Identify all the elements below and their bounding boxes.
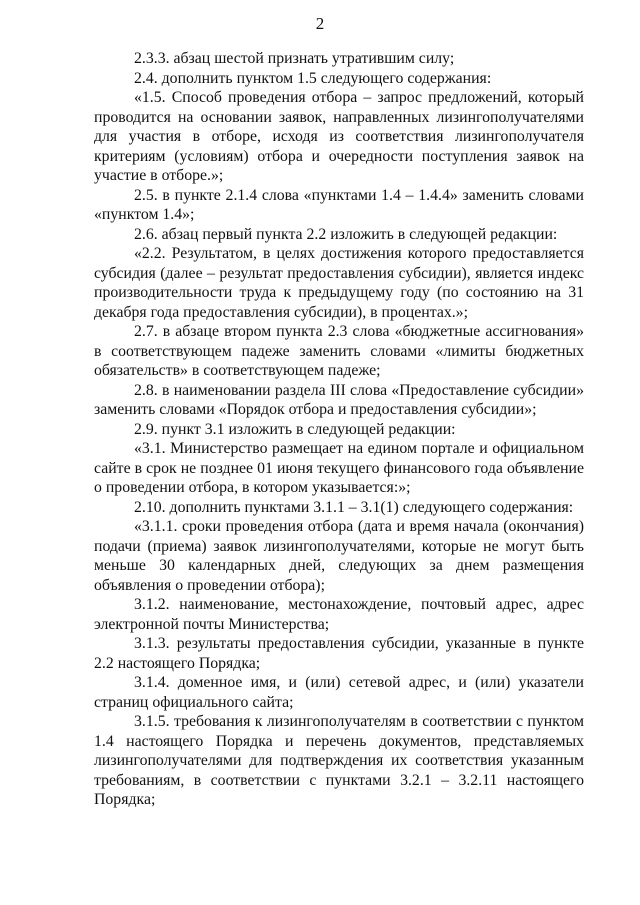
page-number: 2 [315,14,325,33]
paragraph-2-7: 2.7. в абзаце втором пункта 2.3 слова «бюджетные ассигнования» в соответствующем падеже заменить словами «лимиты бюджетных обязательств» в соответствующем падеже; [94,323,584,379]
paragraph-2-3-3: 2.3.3. абзац шестой признать утратившим силу; [134,50,455,67]
paragraph-1-5-quote: «1.5. Способ проведения отбора – запрос предложений, который проводится на основании заявок, направленных лизингополучателями для участия в отборе, исходя из соответствия лизингополучателя критериям (условиям) отбора и очередности поступления заявок на участие в отборе.»; [94,89,584,184]
paragraph-2-10: 2.10. дополнить пунктами 3.1.1 – 3.1(1) следующего содержания: [134,498,574,516]
paragraph-2-2-quote: «2.2. Результатом, в целях достижения которого предоставляется субсидия (далее – результат предоставления субсидии), является индекс производительности труда к предыдущему году (по состоянию на 31 декабря года предоставления субсидии), в процентах.»; [94,245,584,321]
paragraph-2-6: 2.6. абзац первый пункта 2.2 изложить в следующей редакции: [134,225,558,243]
paragraph-2-9: 2.9. пункт 3.1 изложить в следующей редакции: [134,420,456,438]
document-body [94,49,584,810]
paragraph-3-1-1: «3.1.1. сроки проведения отбора (дата и время начала (окончания) подачи (приема) заявок лизингополучателями, которые не могут быть меньше 30 календарных дней, следующих за днем размещения объявления о проведении отбора); [94,518,584,594]
paragraph-2-5: 2.5. в пункте 2.1.4 слова «пунктами 1.4 – 1.4.4» заменить словами «пунктом 1.4»; [94,186,584,223]
paragraph-3-1-5: 3.1.5. требования к лизингополучателям в соответствии с пунктом 1.4 настоящего Порядка и перечень документов, представляемых лизингополучателями для подтверждения их соответствия указанным требованиям, в соответствии с пунктами 3.2.1 – 3.2.11 настоящего Порядка; [94,713,584,808]
paragraph-2-4: 2.4. дополнить пунктом 1.5 следующего содержания: [134,69,492,87]
paragraph-3-1-2: 3.1.2. наименование, местонахождение, почтовый адрес, адрес электронной почты Министерства; [94,596,584,633]
paragraph-3-1-quote: «3.1. Министерство размещает на едином портале и официальном сайте в срок не позднее 01 июня текущего финансового года объявление о проведении отбора, в котором указывается:»; [94,440,584,496]
paragraph-3-1-3: 3.1.3. результаты предоставления субсидии, указанные в пункте 2.2 настоящего Порядка; [94,635,584,672]
paragraph-3-1-4: 3.1.4. доменное имя, и (или) сетевой адрес, и (или) указатели страниц официального сайта; [94,674,584,711]
paragraph-2-8: 2.8. в наименовании раздела III слова «Предоставление субсидии» заменить словами «Порядок отбора и предоставления субсидии»; [94,381,584,418]
